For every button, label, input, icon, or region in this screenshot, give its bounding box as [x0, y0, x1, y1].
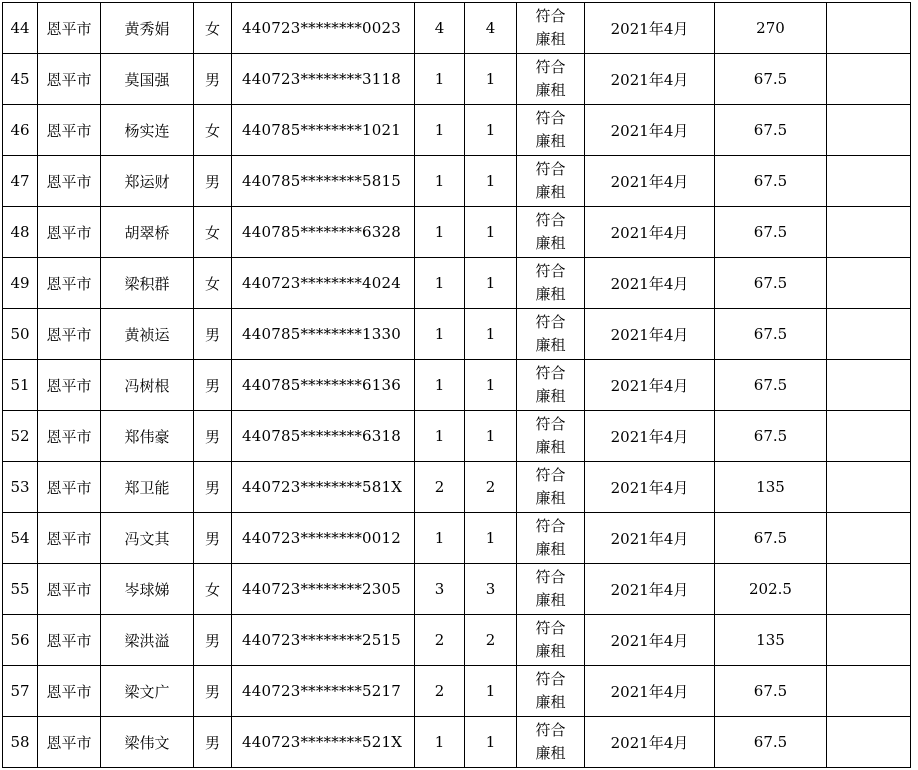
note-line-1: 符合: [535, 160, 566, 178]
note-line-1: 符合: [535, 517, 566, 535]
cell-date: 2021年4月: [585, 513, 715, 564]
cell-gender: 女: [194, 258, 232, 309]
cell-id-number: 440723********521X: [232, 717, 415, 768]
cell-count-1: 1: [415, 717, 465, 768]
cell-gender: 男: [194, 666, 232, 717]
cell-no: 54: [3, 513, 38, 564]
table-row: [3, 564, 911, 615]
note-line-1: 符合: [535, 262, 566, 280]
cell-city: 恩平市: [38, 309, 101, 360]
cell-count-2: 1: [465, 411, 517, 462]
cell-amount: 67.5: [715, 309, 827, 360]
cell-amount: 67.5: [715, 156, 827, 207]
cell-id-number: 440723********5217: [232, 666, 415, 717]
cell-count-1: 1: [415, 54, 465, 105]
cell-count-2: 2: [465, 462, 517, 513]
cell-no: 49: [3, 258, 38, 309]
cell-count-2: 1: [465, 717, 517, 768]
table-row: [3, 666, 911, 717]
cell-gender: 女: [194, 3, 232, 54]
cell-id-number: 440785********1330: [232, 309, 415, 360]
cell-id-number: 440723********2305: [232, 564, 415, 615]
cell-no: 52: [3, 411, 38, 462]
cell-note: [517, 564, 585, 615]
cell-note: [517, 207, 585, 258]
cell-no: 58: [3, 717, 38, 768]
cell-gender: 女: [194, 105, 232, 156]
cell-city: 恩平市: [38, 411, 101, 462]
note-line-1: 符合: [535, 7, 566, 25]
cell-city: 恩平市: [38, 258, 101, 309]
cell-date: 2021年4月: [585, 666, 715, 717]
table-body: [3, 3, 911, 768]
cell-count-1: 4: [415, 3, 465, 54]
cell-gender: 男: [194, 462, 232, 513]
table-row: [3, 360, 911, 411]
cell-note: [517, 3, 585, 54]
cell-name: 莫国强: [101, 54, 194, 105]
cell-amount: 67.5: [715, 207, 827, 258]
cell-amount: 67.5: [715, 54, 827, 105]
cell-count-1: 1: [415, 258, 465, 309]
table-row: [3, 615, 911, 666]
note-line-1: 符合: [535, 109, 566, 127]
cell-gender: 女: [194, 207, 232, 258]
table-row: [3, 105, 911, 156]
table-row: [3, 513, 911, 564]
cell-count-2: 1: [465, 666, 517, 717]
cell-date: 2021年4月: [585, 3, 715, 54]
note-line-2: 廉租: [535, 183, 566, 201]
cell-blank: [827, 207, 911, 258]
note-line-2: 廉租: [535, 744, 566, 762]
cell-count-2: 2: [465, 615, 517, 666]
note-line-2: 廉租: [535, 285, 566, 303]
cell-gender: 男: [194, 309, 232, 360]
subsidy-table: [2, 2, 911, 768]
cell-name: 梁文广: [101, 666, 194, 717]
cell-blank: [827, 513, 911, 564]
cell-city: 恩平市: [38, 54, 101, 105]
cell-date: 2021年4月: [585, 717, 715, 768]
cell-city: 恩平市: [38, 462, 101, 513]
cell-note: [517, 105, 585, 156]
cell-no: 55: [3, 564, 38, 615]
cell-date: 2021年4月: [585, 207, 715, 258]
note-line-2: 廉租: [535, 591, 566, 609]
note-line-2: 廉租: [535, 489, 566, 507]
cell-name: 郑卫能: [101, 462, 194, 513]
cell-note: [517, 54, 585, 105]
cell-note: [517, 615, 585, 666]
note-line-2: 廉租: [535, 234, 566, 252]
cell-amount: 67.5: [715, 411, 827, 462]
cell-note: [517, 462, 585, 513]
cell-count-2: 4: [465, 3, 517, 54]
note-line-2: 廉租: [535, 387, 566, 405]
cell-gender: 男: [194, 717, 232, 768]
cell-count-1: 2: [415, 666, 465, 717]
cell-name: 胡翠桥: [101, 207, 194, 258]
cell-id-number: 440785********6328: [232, 207, 415, 258]
cell-no: 44: [3, 3, 38, 54]
cell-date: 2021年4月: [585, 360, 715, 411]
cell-id-number: 440723********0012: [232, 513, 415, 564]
cell-city: 恩平市: [38, 615, 101, 666]
cell-no: 45: [3, 54, 38, 105]
cell-date: 2021年4月: [585, 615, 715, 666]
cell-note: [517, 717, 585, 768]
cell-count-2: 1: [465, 360, 517, 411]
cell-count-1: 1: [415, 360, 465, 411]
cell-city: 恩平市: [38, 207, 101, 258]
cell-amount: 67.5: [715, 717, 827, 768]
cell-count-2: 1: [465, 156, 517, 207]
cell-count-1: 3: [415, 564, 465, 615]
note-line-2: 廉租: [535, 642, 566, 660]
cell-count-1: 2: [415, 462, 465, 513]
table-row: [3, 3, 911, 54]
cell-count-2: 1: [465, 513, 517, 564]
cell-date: 2021年4月: [585, 462, 715, 513]
cell-note: [517, 411, 585, 462]
cell-no: 48: [3, 207, 38, 258]
note-line-1: 符合: [535, 313, 566, 331]
cell-date: 2021年4月: [585, 105, 715, 156]
note-line-2: 廉租: [535, 336, 566, 354]
cell-count-1: 1: [415, 156, 465, 207]
note-line-1: 符合: [535, 58, 566, 76]
cell-city: 恩平市: [38, 513, 101, 564]
cell-amount: 135: [715, 615, 827, 666]
cell-blank: [827, 666, 911, 717]
cell-name: 黄秀娟: [101, 3, 194, 54]
cell-count-1: 1: [415, 105, 465, 156]
cell-count-2: 3: [465, 564, 517, 615]
cell-amount: 67.5: [715, 666, 827, 717]
cell-name: 杨实连: [101, 105, 194, 156]
note-line-1: 符合: [535, 211, 566, 229]
cell-blank: [827, 411, 911, 462]
cell-note: [517, 360, 585, 411]
cell-count-2: 1: [465, 207, 517, 258]
cell-blank: [827, 156, 911, 207]
note-line-2: 廉租: [535, 132, 566, 150]
cell-id-number: 440785********6318: [232, 411, 415, 462]
cell-note: [517, 156, 585, 207]
cell-date: 2021年4月: [585, 156, 715, 207]
cell-no: 50: [3, 309, 38, 360]
cell-amount: 135: [715, 462, 827, 513]
cell-blank: [827, 564, 911, 615]
cell-date: 2021年4月: [585, 309, 715, 360]
cell-blank: [827, 615, 911, 666]
cell-city: 恩平市: [38, 717, 101, 768]
cell-id-number: 440785********5815: [232, 156, 415, 207]
cell-no: 47: [3, 156, 38, 207]
note-line-1: 符合: [535, 670, 566, 688]
table-row: [3, 156, 911, 207]
cell-id-number: 440785********1021: [232, 105, 415, 156]
table-row: [3, 54, 911, 105]
cell-amount: 67.5: [715, 258, 827, 309]
cell-count-2: 1: [465, 309, 517, 360]
note-line-2: 廉租: [535, 438, 566, 456]
cell-no: 46: [3, 105, 38, 156]
cell-id-number: 440723********0023: [232, 3, 415, 54]
cell-amount: 67.5: [715, 105, 827, 156]
cell-blank: [827, 717, 911, 768]
note-line-1: 符合: [535, 619, 566, 637]
cell-no: 56: [3, 615, 38, 666]
note-line-2: 廉租: [535, 81, 566, 99]
cell-name: 郑伟豪: [101, 411, 194, 462]
cell-name: 冯文其: [101, 513, 194, 564]
cell-count-2: 1: [465, 54, 517, 105]
table-row: [3, 717, 911, 768]
cell-date: 2021年4月: [585, 564, 715, 615]
note-line-2: 廉租: [535, 30, 566, 48]
cell-note: [517, 513, 585, 564]
table-row: [3, 462, 911, 513]
cell-id-number: 440723********4024: [232, 258, 415, 309]
cell-amount: 67.5: [715, 513, 827, 564]
cell-blank: [827, 3, 911, 54]
cell-blank: [827, 462, 911, 513]
cell-count-2: 1: [465, 258, 517, 309]
cell-gender: 男: [194, 54, 232, 105]
cell-name: 梁伟文: [101, 717, 194, 768]
cell-gender: 男: [194, 411, 232, 462]
cell-count-2: 1: [465, 105, 517, 156]
table-row: [3, 207, 911, 258]
cell-id-number: 440723********3118: [232, 54, 415, 105]
cell-gender: 男: [194, 615, 232, 666]
cell-no: 51: [3, 360, 38, 411]
cell-gender: 男: [194, 360, 232, 411]
cell-id-number: 440723********581X: [232, 462, 415, 513]
cell-name: 梁积群: [101, 258, 194, 309]
cell-city: 恩平市: [38, 666, 101, 717]
note-line-1: 符合: [535, 568, 566, 586]
note-line-2: 廉租: [535, 540, 566, 558]
cell-amount: 67.5: [715, 360, 827, 411]
cell-count-1: 1: [415, 411, 465, 462]
cell-city: 恩平市: [38, 105, 101, 156]
cell-id-number: 440723********2515: [232, 615, 415, 666]
cell-no: 53: [3, 462, 38, 513]
cell-name: 黄祯运: [101, 309, 194, 360]
cell-blank: [827, 309, 911, 360]
cell-date: 2021年4月: [585, 258, 715, 309]
cell-name: 岑球娣: [101, 564, 194, 615]
table-row: [3, 309, 911, 360]
note-line-1: 符合: [535, 721, 566, 739]
cell-city: 恩平市: [38, 156, 101, 207]
cell-amount: 202.5: [715, 564, 827, 615]
cell-blank: [827, 258, 911, 309]
cell-count-1: 1: [415, 513, 465, 564]
cell-count-1: 1: [415, 207, 465, 258]
cell-gender: 女: [194, 564, 232, 615]
cell-gender: 男: [194, 513, 232, 564]
cell-blank: [827, 105, 911, 156]
cell-count-1: 2: [415, 615, 465, 666]
cell-date: 2021年4月: [585, 411, 715, 462]
cell-blank: [827, 54, 911, 105]
cell-amount: 270: [715, 3, 827, 54]
cell-blank: [827, 360, 911, 411]
cell-city: 恩平市: [38, 3, 101, 54]
cell-note: [517, 309, 585, 360]
cell-no: 57: [3, 666, 38, 717]
table-row: [3, 411, 911, 462]
cell-city: 恩平市: [38, 564, 101, 615]
table-row: [3, 258, 911, 309]
note-line-1: 符合: [535, 415, 566, 433]
note-line-2: 廉租: [535, 693, 566, 711]
cell-gender: 男: [194, 156, 232, 207]
cell-name: 冯树根: [101, 360, 194, 411]
cell-name: 梁洪溢: [101, 615, 194, 666]
cell-date: 2021年4月: [585, 54, 715, 105]
note-line-1: 符合: [535, 466, 566, 484]
cell-count-1: 1: [415, 309, 465, 360]
cell-note: [517, 258, 585, 309]
note-line-1: 符合: [535, 364, 566, 382]
cell-note: [517, 666, 585, 717]
cell-name: 郑运财: [101, 156, 194, 207]
cell-id-number: 440785********6136: [232, 360, 415, 411]
cell-city: 恩平市: [38, 360, 101, 411]
